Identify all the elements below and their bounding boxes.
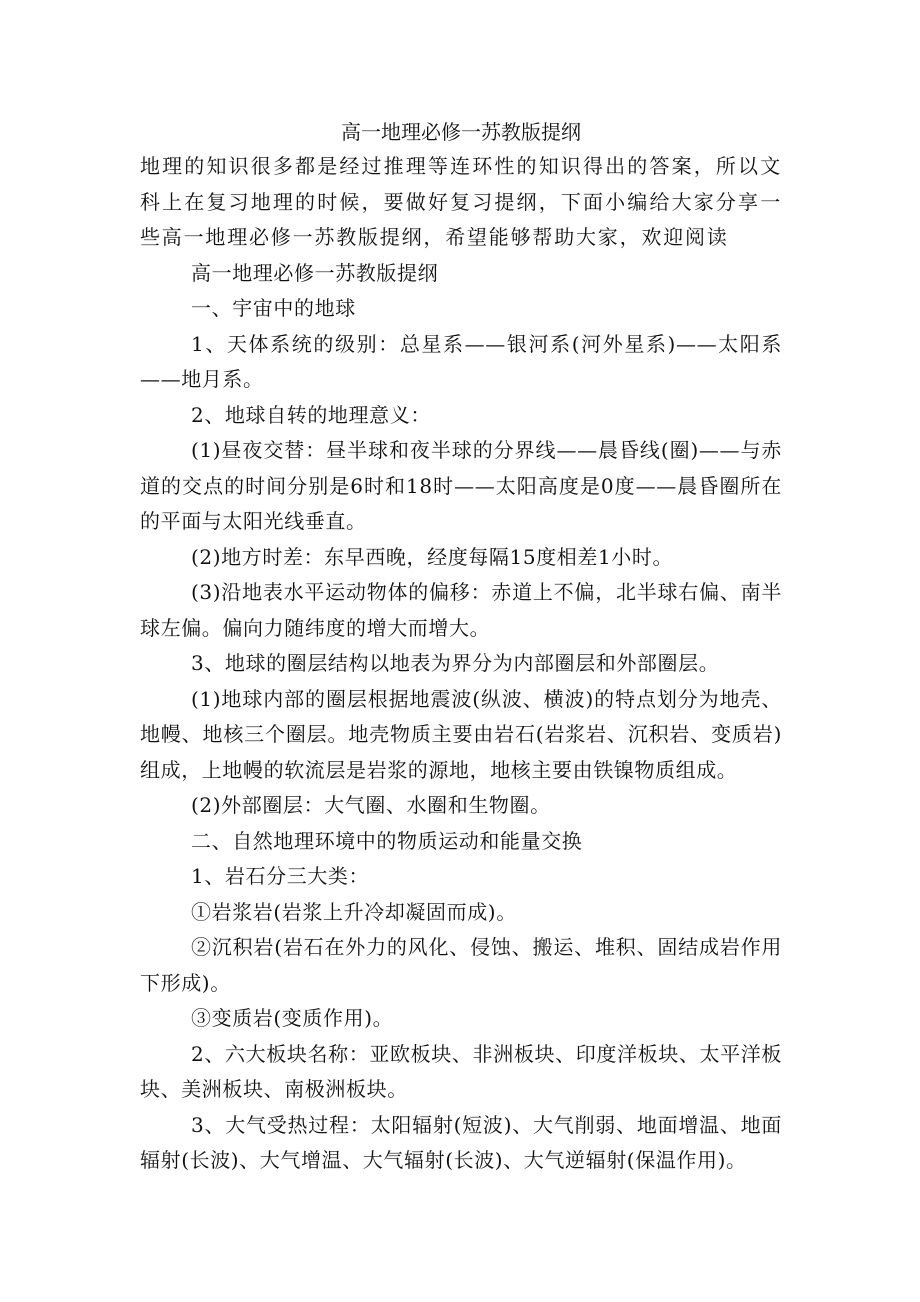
- body-paragraph: (1)昼夜交替：昼半球和夜半球的分界线——晨昏线(圈)——与赤道的交点的时间分别是6时和18时——太阳高度是0度——晨昏圈所在的平面与太阳光线垂直。: [140, 438, 782, 533]
- document-body: [140, 117, 782, 1179]
- document-title: 高一地理必修一苏教版提纲: [341, 120, 581, 144]
- body-paragraph: 3、地球的圈层结构以地表为界分为内部圈层和外部圈层。: [191, 651, 720, 675]
- body-paragraph: 3、大气受热过程：太阳辐射(短波)、大气削弱、地面增温、地面辐射(长波)、大气增温、大气辐射(长波)、大气逆辐射(保温作用)。: [140, 1112, 782, 1172]
- list-item: ①岩浆岩(岩浆上升冷却凝固而成)。: [191, 899, 517, 924]
- section-heading: 高一地理必修一苏教版提纲: [191, 260, 439, 285]
- chapter-heading: 二、自然地理环境中的物质运动和能量交换: [191, 828, 583, 853]
- body-paragraph: 2、六大板块名称：亚欧板块、非洲板块、印度洋板块、太平洋板块、美洲板块、南极洲板块。: [140, 1041, 782, 1101]
- body-paragraph: (2)地方时差：东早西晚，经度每隔15度相差1小时。: [191, 544, 674, 569]
- list-item: ③变质岩(变质作用)。: [191, 1006, 394, 1030]
- list-item: ②沉积岩(岩石在外力的风化、侵蚀、搬运、堆积、固结成岩作用下形成)。: [140, 935, 782, 995]
- body-paragraph: (3)沿地表水平运动物体的偏移：赤道上不偏，北半球右偏、南半球左偏。偏向力随纬度的增大而增大。: [140, 580, 782, 640]
- body-paragraph: (2)外部圈层：大气圈、水圈和生物圈。: [191, 793, 551, 817]
- body-paragraph: 1、天体系统的级别：总星系——银河系(河外星系)——太阳系——地月系。: [140, 331, 782, 391]
- body-paragraph: (1)地球内部的圈层根据地震波(纵波、横波)的特点划分为地壳、地幔、地核三个圈层。地壳物质主要由岩石(岩浆岩、沉积岩、变质岩)组成，上地幔的软流层是岩浆的源地，地核主要由铁镍物质组成。: [140, 686, 782, 782]
- body-paragraph: 2、地球自转的地理意义：: [191, 402, 431, 427]
- intro-paragraph: 地理的知识很多都是经过推理等连环性的知识得出的答案，所以文科上在复习地理的时候，要做好复习提纲，下面小编给大家分享一些高一地理必修一苏教版提纲，希望能够帮助大家，欢迎阅读: [140, 154, 782, 249]
- chapter-heading: 一、宇宙中的地球: [191, 296, 356, 320]
- body-paragraph: 1、岩石分三大类：: [191, 864, 370, 888]
